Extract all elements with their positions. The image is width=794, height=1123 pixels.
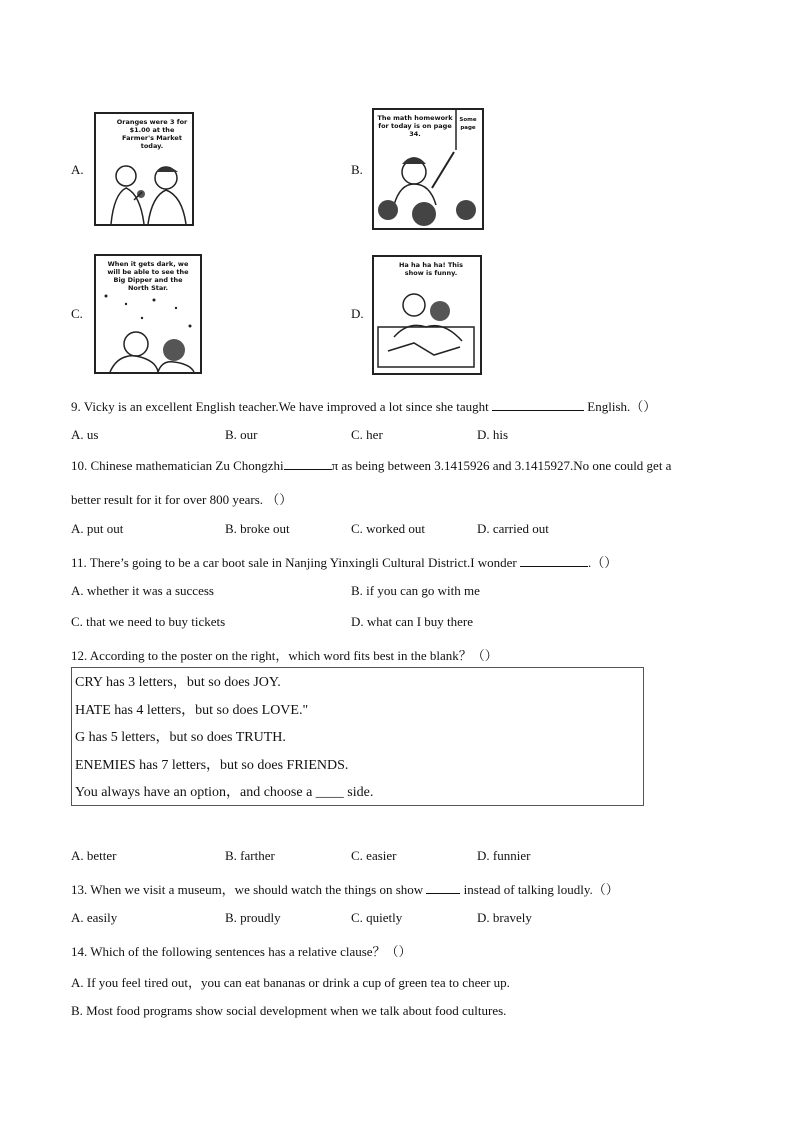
poster-line-1: CRY has 3 letters，but so does JOY. bbox=[75, 675, 281, 690]
cartoon-b-drawing bbox=[374, 110, 482, 228]
poster-line-4: ENEMIES has 7 letters，but so does FRIENDS. bbox=[75, 758, 349, 773]
cartoon-a-caption: Oranges were 3 for $1.00 at the Farmer's Market today. bbox=[116, 118, 188, 150]
q12-option-b[interactable]: B. farther bbox=[225, 848, 275, 863]
q12-option-c[interactable]: C. easier bbox=[351, 848, 397, 863]
question-13-stem bbox=[71, 879, 619, 898]
cartoon-b bbox=[372, 108, 484, 230]
q14-option-a[interactable]: A. If you feel tired out，you can eat bananas or drink a cup of green tea to cheer up. bbox=[71, 975, 510, 990]
question-9-stem-text: 9. Vicky is an excellent English teacher.We have improved a lot since she taught bbox=[71, 399, 489, 414]
question-11-stem bbox=[71, 552, 617, 571]
question-10-stem-cont: better result for it for over 800 years. （） bbox=[71, 492, 293, 507]
q14-option-b[interactable]: B. Most food programs show social development when we talk about food cultures. bbox=[71, 1003, 507, 1018]
question-13-stem-text: 13. When we visit a museum，we should watch the things on show bbox=[71, 882, 424, 897]
question-9-blank bbox=[492, 399, 584, 411]
q11-option-d[interactable]: D. what can I buy there bbox=[351, 614, 474, 629]
cartoon-d bbox=[372, 255, 482, 375]
question-9-stem-end: English.（） bbox=[587, 399, 657, 414]
cartoon-a-drawing bbox=[96, 114, 192, 224]
q9-option-d[interactable]: D. his bbox=[477, 427, 509, 442]
question-14-stem: 14. Which of the following sentences has a relative clause？（） bbox=[71, 944, 412, 959]
q13-option-b[interactable]: B. proudly bbox=[225, 910, 281, 925]
poster-line-2: HATE has 4 letters，but so does LOVE." bbox=[75, 703, 309, 718]
q13-option-d[interactable]: D. bravely bbox=[477, 910, 532, 925]
q12-option-d[interactable]: D. funnier bbox=[477, 848, 531, 863]
cartoon-c-drawing bbox=[96, 256, 200, 372]
q11-option-b[interactable]: B. if you can go with me bbox=[351, 583, 480, 598]
q10-option-d[interactable]: D. carried out bbox=[477, 521, 549, 536]
option-d-letter: D. bbox=[351, 306, 364, 321]
cartoon-b-caption: The math homework for today is on page 34. bbox=[377, 114, 453, 138]
question-11-blank bbox=[520, 555, 588, 567]
option-b-letter: B. bbox=[351, 162, 363, 177]
cartoon-c bbox=[94, 254, 202, 374]
cartoon-c-caption: When it gets dark, we will be able to see the Big Dipper and the North Star. bbox=[107, 260, 189, 292]
cartoon-d-drawing bbox=[374, 257, 480, 373]
q10-option-b[interactable]: B. broke out bbox=[225, 521, 290, 536]
q9-option-a[interactable]: A. us bbox=[71, 427, 99, 442]
q11-option-a[interactable]: A. whether it was a success bbox=[71, 583, 214, 598]
q10-option-a[interactable]: A. put out bbox=[71, 521, 124, 536]
question-12-stem: 12. According to the poster on the right，which word fits best in the blank？（） bbox=[71, 648, 498, 663]
question-13-stem-end: instead of talking loudly.（） bbox=[463, 882, 619, 897]
cartoon-b-board-text: Some page bbox=[459, 117, 477, 131]
cartoon-d-caption: Ha ha ha ha! This show is funny. bbox=[398, 261, 464, 277]
q11-option-c[interactable]: C. that we need to buy tickets bbox=[71, 614, 226, 629]
poster-line-3: G has 5 letters，but so does TRUTH. bbox=[75, 730, 286, 745]
question-10-blank bbox=[284, 458, 332, 470]
q13-option-c[interactable]: C. quietly bbox=[351, 910, 403, 925]
poster-box bbox=[71, 667, 644, 806]
question-13-blank bbox=[426, 882, 460, 894]
question-11-stem-end: .（） bbox=[588, 555, 618, 570]
option-a-letter: A. bbox=[71, 162, 84, 177]
poster-line-5: You always have an option，and choose a ____ side. bbox=[75, 785, 374, 800]
cartoon-a bbox=[94, 112, 194, 226]
question-10-stem-mid: π as being between 3.1415926 and 3.1415927.No one could get a bbox=[331, 458, 672, 473]
q10-option-c[interactable]: C. worked out bbox=[351, 521, 426, 536]
question-10-stem-text: 10. Chinese mathematician Zu Chongzhi bbox=[71, 458, 284, 473]
q13-option-a[interactable]: A. easily bbox=[71, 910, 118, 925]
q9-option-b[interactable]: B. our bbox=[225, 427, 258, 442]
question-10-stem bbox=[71, 458, 671, 474]
q12-option-a[interactable]: A. better bbox=[71, 848, 117, 863]
option-c-letter: C. bbox=[71, 306, 83, 321]
question-11-stem-text: 11. There’s going to be a car boot sale in Nanjing Yinxingli Cultural District.I wonder bbox=[71, 555, 517, 570]
question-9-stem bbox=[71, 396, 656, 415]
q9-option-c[interactable]: C. her bbox=[351, 427, 383, 442]
